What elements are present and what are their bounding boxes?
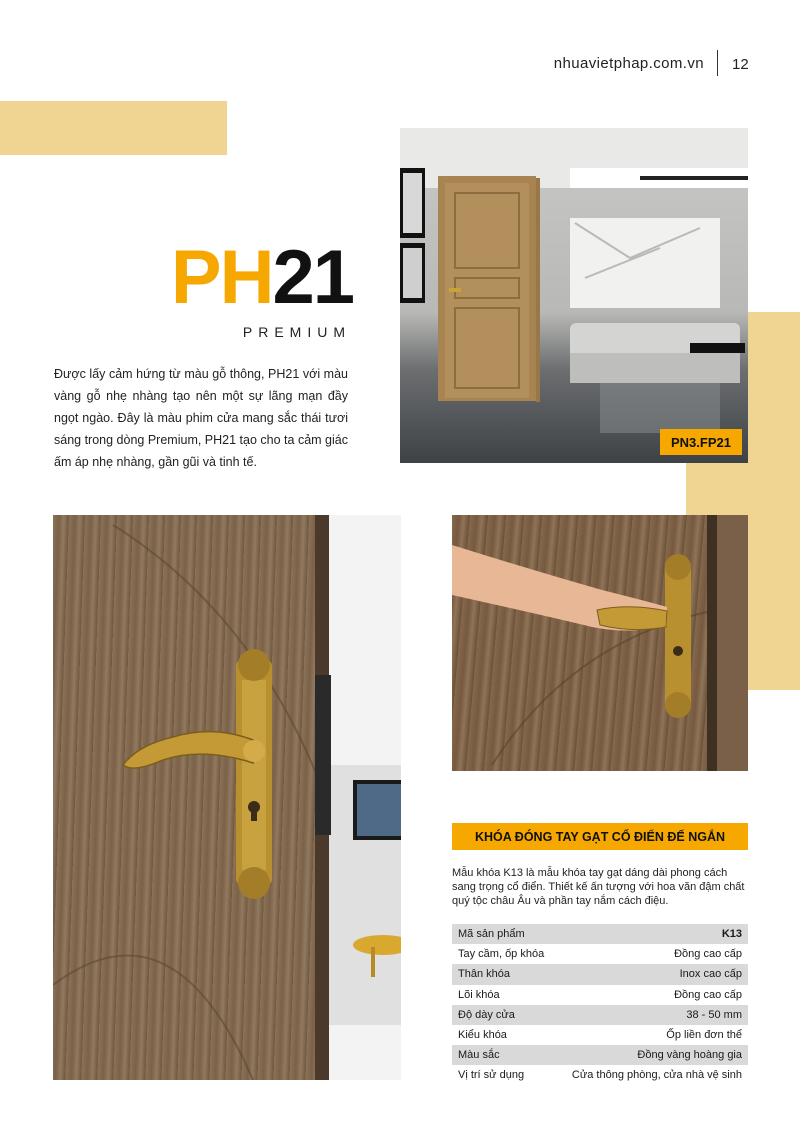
spec-value: Cửa thông phòng, cửa nhà vệ sinh: [571, 1069, 742, 1082]
header-divider: [717, 50, 718, 76]
spec-label: Độ dày cửa: [458, 1008, 515, 1021]
spec-label: Vị trí sử dụng: [458, 1069, 525, 1082]
website-url: nhuavietphap.com.vn: [553, 55, 704, 72]
spec-row: [452, 1005, 748, 1025]
product-code-prefix: PH: [170, 235, 273, 320]
spec-label: Lõi khóa: [458, 988, 500, 1001]
spec-row: [452, 964, 748, 984]
spec-row: [452, 924, 748, 944]
page-number: 12: [732, 56, 749, 73]
lock-section-heading: KHÓA ĐÓNG TAY GẠT CỔ ĐIỂN ĐẾ NGẮN: [452, 823, 748, 850]
decor-band-left: [0, 101, 227, 155]
room-photo: [400, 128, 748, 463]
spec-row: [452, 944, 748, 964]
spec-row: [452, 1045, 748, 1065]
spec-label: Màu sắc: [458, 1049, 500, 1062]
spec-value: Đồng vàng hoàng gia: [637, 1049, 742, 1062]
spec-value: Inox cao cấp: [679, 968, 742, 981]
door-code-badge: PN3.FP21: [660, 429, 742, 455]
lock-description: Mẫu khóa K13 là mẫu khóa tay gạt dáng dài phong cách sang trọng cổ điển. Thiết kế ấn tượng với hoa văn đậm chất quý tộc châu Âu và phần tay nắm cách điệu.: [452, 867, 745, 907]
spec-label: Mã sản phẩm: [458, 928, 525, 941]
product-title: [170, 235, 353, 320]
spec-value: 38 - 50 mm: [686, 1008, 742, 1021]
spec-value: Ốp liền đơn thể: [666, 1029, 742, 1042]
spec-label: Tay cầm, ốp khóa: [458, 948, 545, 961]
spec-label: Thân khóa: [458, 968, 510, 981]
product-description: Được lấy cảm hứng từ màu gỗ thông, PH21 với màu vàng gỗ nhẹ nhàng tạo nên một sự lãng mạn đầy ngọt ngào. Đây là màu phim cửa mang sắc thái tươi sáng trong dòng Premium, PH21 tạo cho ta cảm giác ấm áp nhẹ nhàng, gần gũi và tinh tế.: [54, 367, 348, 469]
spec-value: K13: [721, 928, 742, 941]
door-lock-illustration: [53, 515, 401, 1080]
spec-row: [452, 1065, 748, 1085]
spec-row: [452, 1025, 748, 1045]
product-code-number: 21: [272, 235, 353, 320]
lock-spec-table: [452, 924, 748, 1086]
door-lock-photo: [53, 515, 401, 1080]
spec-value: Đồng cao cấp: [674, 988, 742, 1001]
hand-handle-illustration: [452, 515, 748, 771]
spec-row: [452, 985, 748, 1005]
series-label: PREMIUM: [242, 324, 351, 340]
spec-value: Đồng cao cấp: [674, 948, 742, 961]
spec-label: Kiểu khóa: [458, 1029, 507, 1042]
room-illustration: [400, 128, 748, 463]
hand-handle-photo: [452, 515, 748, 771]
